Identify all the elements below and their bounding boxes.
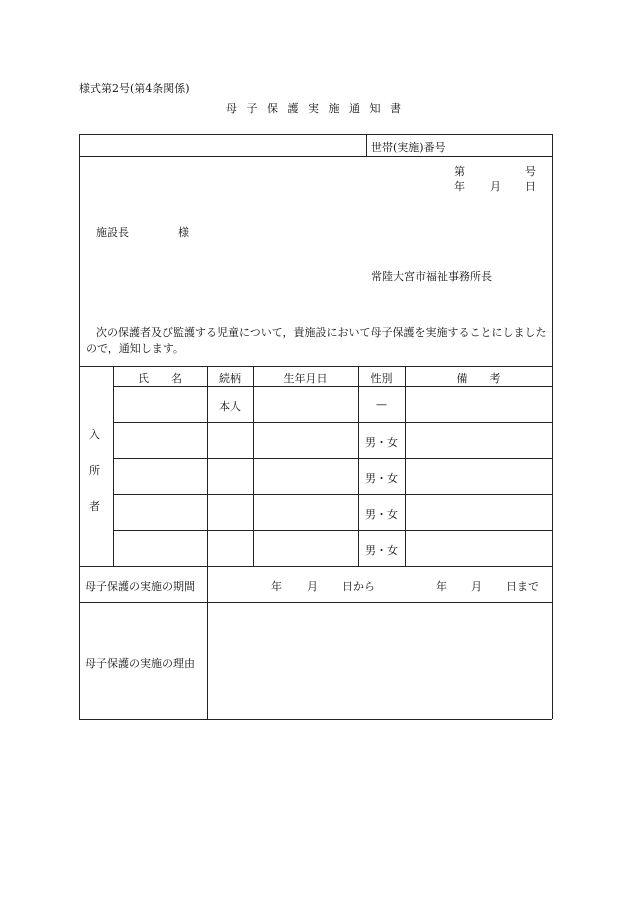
sender-name: 常陸大宮市福祉事務所長 bbox=[371, 270, 492, 283]
column-header-relation: 続柄 bbox=[219, 372, 241, 385]
period-to-day: 日まで bbox=[506, 580, 539, 593]
resident-col-divider-2 bbox=[253, 366, 254, 566]
document-title: 母 子 保 護 実 施 通 知 書 bbox=[226, 102, 404, 115]
number-prefix: 第 bbox=[454, 165, 465, 178]
table-left-border bbox=[79, 134, 80, 719]
number-suffix: 号 bbox=[525, 165, 536, 178]
resident-side-label-char: 入 bbox=[89, 428, 100, 441]
date-year-label: 年 bbox=[454, 180, 465, 193]
resident-sex-cell: 男・女 bbox=[365, 436, 398, 449]
resident-row-line bbox=[113, 530, 552, 531]
household-number-label: 世帯(実施)番号 bbox=[371, 141, 446, 154]
period-from-month: 月 bbox=[307, 580, 318, 593]
resident-col-divider-4 bbox=[405, 366, 406, 566]
table-right-border bbox=[552, 134, 553, 719]
period-from-day: 日から bbox=[342, 580, 375, 593]
column-header-sex: 性別 bbox=[370, 372, 393, 385]
period-from-year: 年 bbox=[271, 580, 282, 593]
resident-side-label-char: 所 bbox=[89, 464, 100, 477]
resident-relation-cell: 本人 bbox=[219, 400, 241, 413]
column-header-name: 氏 名 bbox=[138, 372, 182, 385]
period-label: 母子保護の実施の期間 bbox=[85, 580, 195, 593]
header-row-bottom bbox=[79, 156, 552, 157]
resident-col-divider-1 bbox=[207, 366, 208, 566]
resident-row-line bbox=[113, 494, 552, 495]
resident-table-bottom bbox=[79, 566, 552, 567]
resident-row-line bbox=[113, 422, 552, 423]
column-header-birth-date: 生年月日 bbox=[283, 372, 328, 385]
period-row-bottom bbox=[79, 602, 552, 603]
resident-sex-cell: 男・女 bbox=[365, 508, 398, 521]
column-header-remarks: 備 考 bbox=[456, 372, 501, 385]
reason-label: 母子保護の実施の理由 bbox=[85, 657, 195, 670]
resident-sex-cell: 男・女 bbox=[365, 544, 398, 557]
label-column-divider bbox=[207, 566, 208, 719]
addressee-name: 施設長 bbox=[96, 226, 129, 239]
date-month-label: 月 bbox=[490, 180, 501, 193]
resident-sex-cell: 男・女 bbox=[365, 472, 398, 485]
resident-col-divider-3 bbox=[358, 366, 359, 566]
period-to-year: 年 bbox=[436, 580, 447, 593]
resident-sex-cell: — bbox=[376, 398, 387, 411]
addressee-honorific: 様 bbox=[178, 226, 189, 239]
notice-area-bottom bbox=[79, 366, 552, 367]
resident-row-line bbox=[113, 458, 552, 459]
table-bottom-border bbox=[79, 719, 552, 720]
table-top-border bbox=[79, 134, 552, 135]
date-day-label: 日 bbox=[525, 180, 536, 193]
notice-body-text: 次の保護者及び監護する児童について，貴施設において母子保護を実施することにしましたので，通知します。 bbox=[86, 326, 547, 355]
resident-header-bottom bbox=[113, 386, 552, 387]
resident-side-divider bbox=[113, 366, 114, 566]
household-number-divider bbox=[366, 134, 367, 156]
form-number-label: 様式第2号(第4条関係) bbox=[79, 82, 190, 95]
resident-side-label-char: 者 bbox=[89, 500, 100, 513]
period-to-month: 月 bbox=[471, 580, 482, 593]
